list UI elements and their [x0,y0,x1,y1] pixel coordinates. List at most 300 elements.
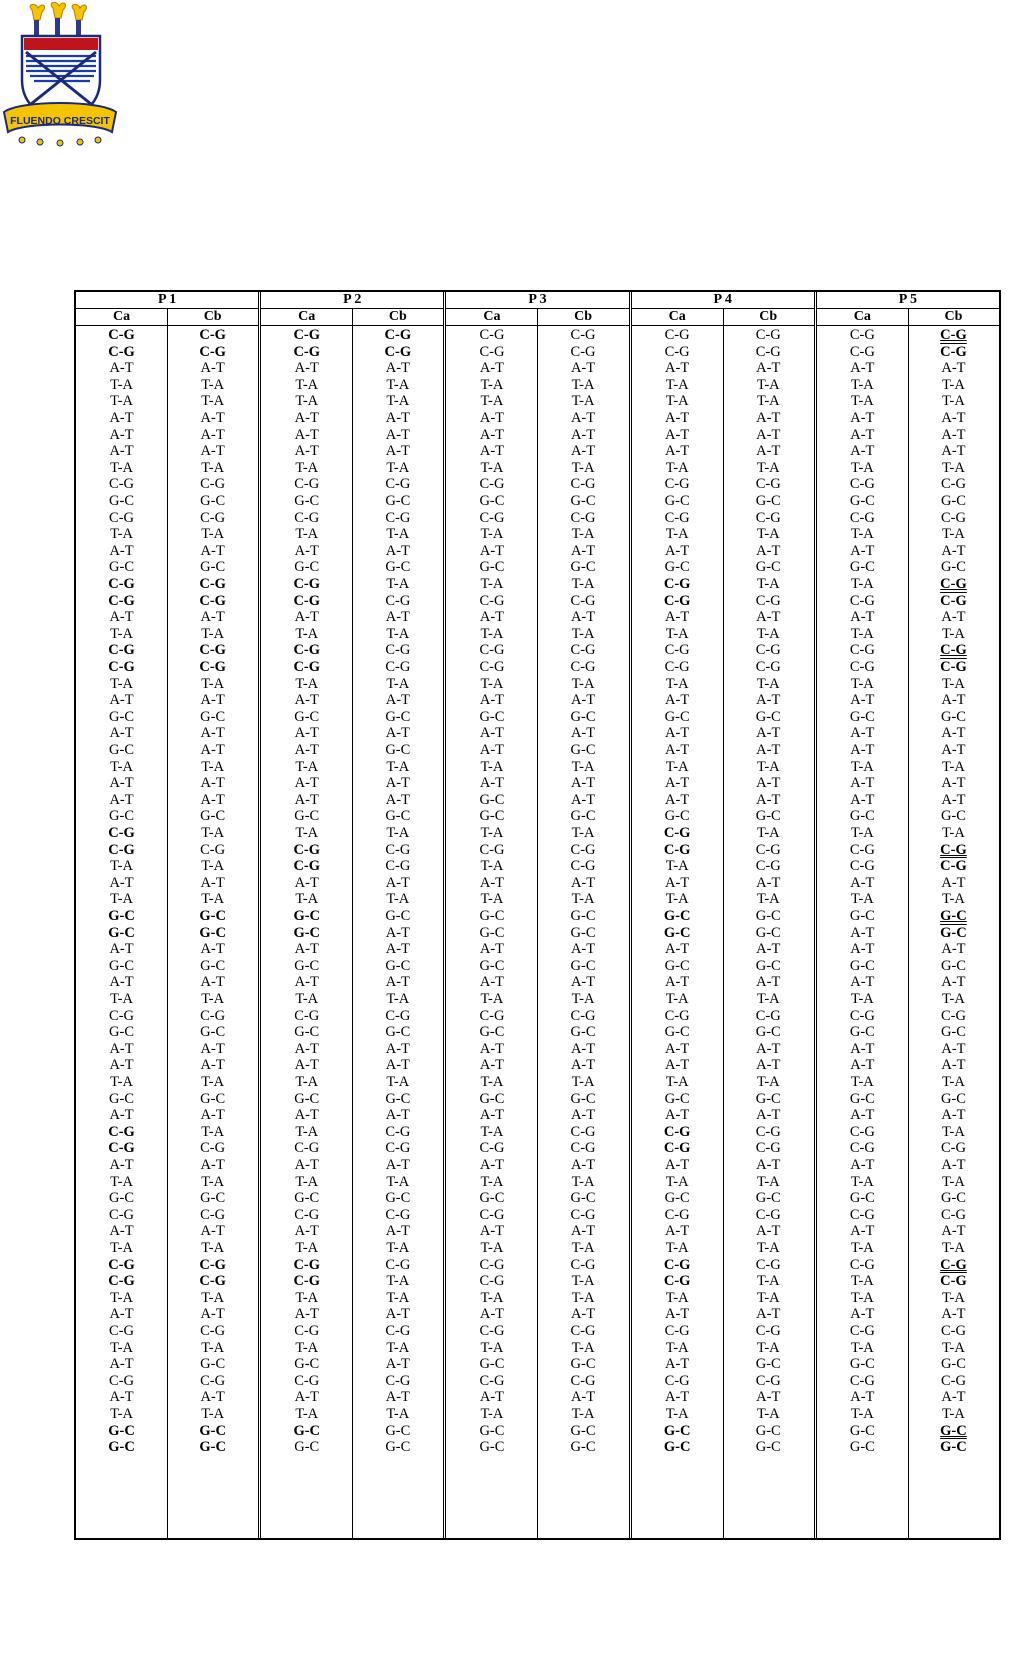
base-pair-cell: C-G [479,343,505,360]
base-pair-cell: C-G [940,1140,966,1157]
base-pair-cell: C-G [200,1007,226,1024]
base-pair-cell: T-A [480,526,504,543]
base-pair-cell: T-A [756,1173,780,1190]
base-pair-cell: A-T [109,874,134,891]
base-pair-cell: T-A [756,625,780,642]
base-pair-cell: A-T [850,1306,875,1323]
base-pair-cell: A-T [479,725,505,742]
column-header: Cb [167,309,258,326]
base-pair-cell: T-A [571,625,595,642]
base-pair-cell: C-G [479,1256,505,1273]
base-pair-cell: T-A [201,625,225,642]
base-pair-cell: C-G [570,343,596,360]
base-pair-cell: C-G [755,476,781,493]
base-pair-cell: T-A [480,1074,504,1090]
base-pair-cell: T-A [201,376,225,393]
base-pair-cell: G-C [570,493,596,509]
base-pair-cell: C-G [664,343,690,360]
base-pair-cell: A-T [385,725,410,742]
base-pair-cell: C-G [108,327,135,343]
base-pair-cell: C-G [755,642,781,659]
base-pair-cell: T-A [201,858,225,875]
logo-motto: FLUENDO CRESCIT [10,115,110,127]
column-header: Cb [908,309,999,326]
base-pair-cell: T-A [571,576,595,592]
base-pair-cell: T-A [386,376,410,393]
base-pair-cell: T-A [850,526,874,543]
base-pair-cell: A-T [479,941,505,958]
base-pair-cell: A-T [850,775,875,792]
base-pair-cell: A-T [479,1389,505,1406]
base-pair-cell: T-A [850,393,874,410]
base-pair-cell: A-T [570,1389,596,1406]
base-pair-cell: T-A [571,758,595,775]
base-pair-cell: G-C [294,1356,320,1373]
base-pair-cell: A-T [294,1223,319,1240]
base-pair-cell: C-G [755,1323,781,1339]
base-pair-cell: G-C [849,493,875,509]
base-pair-cell: T-A [295,1339,319,1356]
base-pair-cell: A-T [756,974,781,991]
base-pair-cell: G-C [664,957,690,974]
base-pair-cell: G-C [570,1190,596,1207]
base-pair-cell: A-T [941,542,966,559]
base-pair-cell: A-T [109,692,134,709]
base-pair-cell: A-T [850,725,875,742]
base-pair-cell: C-G [479,1372,505,1389]
base-pair-cell: A-T [109,974,134,991]
base-pair-cell: C-G [294,509,320,526]
column-divider [167,309,168,1538]
base-pair-cell: T-A [110,1289,133,1306]
base-pair-cell: A-T [941,1057,966,1074]
base-pair-cell: G-C [755,957,781,974]
base-pair-cell: T-A [480,758,504,775]
base-pair-cell: G-C [663,1439,691,1456]
base-pair-cell: C-G [199,659,226,675]
base-pair-cell: G-C [385,1024,411,1041]
panel-p1 [76,292,258,1538]
base-pair-cell: A-T [294,1040,319,1057]
base-pair-cell: T-A [850,1173,874,1190]
base-pair-cell: G-C [199,908,226,924]
base-pair-cell: C-G [479,1273,505,1290]
base-pair-cell: T-A [571,376,595,393]
base-pair-cell: C-G [755,1256,781,1273]
base-pair-cell: C-G [479,1206,505,1223]
base-pair-cell: A-T [479,360,505,377]
base-pair-cell: T-A [386,991,410,1007]
base-pair-cell: C-G [664,509,690,526]
base-pair-cell: C-G [199,642,226,659]
base-pair-cell: C-G [663,592,691,609]
base-pair-cell: T-A [850,1339,874,1356]
base-pair-cell: G-C [200,1356,226,1373]
base-pair-cell: G-C [570,808,596,825]
base-pair-cell: A-T [385,775,410,792]
base-pair-cell: A-T [385,1389,410,1406]
base-pair-cell: T-A [110,1074,133,1090]
base-pair-cell: A-T [479,426,505,443]
base-pair-cell: T-A [756,459,780,476]
base-pair-cell: C-G [108,825,135,841]
base-pair-cell: A-T [385,1356,410,1373]
base-pair-cell: T-A [110,526,133,543]
base-pair-cell: A-T [941,443,966,460]
base-pair-cell: T-A [665,758,689,775]
base-pair-cell: A-T [294,542,319,559]
base-pair-cell: T-A [665,393,689,410]
base-pair-cell: A-T [200,974,225,991]
base-pair-cell: C-G [200,841,226,858]
base-pair-cell: C-G [570,1323,596,1339]
base-pair-cell: A-T [200,426,225,443]
base-pair-cell: C-G [940,642,967,659]
panel-title: P 1 [76,292,258,309]
base-pair-cell: T-A [480,891,504,908]
base-pair-cell: C-G [663,1273,691,1290]
base-pair-cell: C-G [570,1256,596,1273]
base-pair-cell: G-C [940,924,967,941]
base-pair-cell: A-T [200,609,225,626]
base-pair-cell: C-G [940,858,967,875]
base-pair-cell: C-G [109,509,135,526]
base-pair-cell: T-A [942,675,965,692]
base-pair-cell: A-T [941,1107,966,1124]
base-pair-cell: A-T [756,1057,781,1074]
base-pair-cell: T-A [665,891,689,908]
base-pair-cell: C-G [664,1372,690,1389]
base-pair-cell: T-A [850,891,874,908]
base-pair-cell: A-T [385,974,410,991]
base-pair-cell: T-A [942,891,965,908]
base-pair-cell: C-G [849,592,875,609]
base-pair-cell: T-A [386,1339,410,1356]
base-pair-cell: G-C [849,1422,875,1439]
base-pair-cell: T-A [665,376,689,393]
base-pair-cell: G-C [570,708,596,725]
base-pair-cell: T-A [386,825,410,841]
base-pair-cell: T-A [386,758,410,775]
base-pair-cell: G-C [385,559,411,576]
base-pair-cell: A-T [570,692,596,709]
base-pair-cell: C-G [849,1256,875,1273]
base-pair-cell: C-G [755,1007,781,1024]
base-pair-cell: A-T [756,410,781,426]
base-pair-cell: G-C [385,493,411,509]
base-pair-cell: A-T [941,692,966,709]
base-pair-cell: T-A [295,1240,319,1256]
base-pair-cell: T-A [665,858,689,875]
base-pair-cell: G-C [849,708,875,725]
base-pair-cell: G-C [109,1090,135,1107]
base-pair-cell: T-A [665,675,689,692]
base-pair-cell: A-T [850,426,875,443]
base-pair-cell: A-T [570,791,596,808]
base-pair-cell: C-G [479,592,505,609]
base-pair-cell: T-A [201,1289,225,1306]
base-pair-cell: T-A [295,675,319,692]
base-pair-cell: G-C [663,924,691,941]
base-pair-cell: A-T [941,791,966,808]
base-pair-cell: C-G [755,509,781,526]
base-pair-cell: G-C [849,1439,875,1456]
base-pair-cell: T-A [571,526,595,543]
base-pair-cell: G-C [294,957,320,974]
base-pair-cell: C-G [755,659,781,675]
base-pair-cell: A-T [200,1389,225,1406]
base-pair-cell: A-T [941,1157,966,1173]
base-pair-cell: A-T [941,1223,966,1240]
base-pair-cell: T-A [386,459,410,476]
base-pair-cell: T-A [665,1240,689,1256]
base-pair-cell: A-T [941,360,966,377]
column-header: Ca [261,309,352,326]
base-pair-cell: G-C [664,559,690,576]
base-pair-cell: A-T [941,410,966,426]
torch-icon [30,4,44,36]
base-pair-cell: C-G [755,592,781,609]
base-pair-cell: A-T [294,742,319,758]
base-pair-cell: A-T [941,609,966,626]
base-pair-cell: T-A [571,1289,595,1306]
base-pair-cell: G-C [570,908,596,924]
base-pair-cell: G-C [293,908,321,924]
base-pair-cell: A-T [479,974,505,991]
base-pair-cell: C-G [940,1206,966,1223]
base-pair-cell: T-A [942,758,965,775]
base-pair-cell: T-A [850,675,874,692]
base-pair-cell: T-A [480,459,504,476]
base-pair-cell: G-C [479,808,505,825]
base-pair-cell: G-C [570,1422,596,1439]
base-pair-cell: G-C [200,559,226,576]
base-pair-cell: A-T [479,775,505,792]
base-pair-cell: C-G [849,327,875,343]
base-pair-cell: A-T [294,426,319,443]
base-pair-cell: T-A [201,1074,225,1090]
base-pair-cell: G-C [940,1090,966,1107]
base-pair-cell: T-A [665,1339,689,1356]
base-pair-cell: G-C [109,493,135,509]
base-pair-cell: T-A [110,758,133,775]
base-pair-cell: C-G [108,592,135,609]
base-pair-cell: C-G [385,592,411,609]
base-pair-cell: C-G [293,343,321,360]
base-pair-cell: C-G [570,476,596,493]
base-pair-cell: T-A [110,459,133,476]
base-pair-cell: A-T [294,791,319,808]
base-pair-cell: T-A [201,758,225,775]
base-pair-cell: A-T [756,609,781,626]
base-pair-cell: A-T [756,1306,781,1323]
base-pair-cell: T-A [850,576,874,592]
base-pair-cell: G-C [199,1422,226,1439]
sequence-table [74,290,1001,1540]
base-pair-cell: G-C [940,1190,966,1207]
base-pair-cell: T-A [295,1406,319,1422]
base-pair-cell: C-G [570,1372,596,1389]
base-pair-cell: C-G [108,1256,135,1273]
base-pair-cell: T-A [110,393,133,410]
base-pair-cell: A-T [479,1040,505,1057]
base-pair-cell: A-T [941,1389,966,1406]
base-pair-cell: A-T [200,1057,225,1074]
base-pair-cell: G-C [385,957,411,974]
base-pair-cell: C-G [940,1256,967,1273]
base-pair-cell: T-A [201,1123,225,1140]
base-pair-cell: G-C [940,708,966,725]
base-pair-cell: A-T [756,1107,781,1124]
base-pair-cell: G-C [663,908,691,924]
base-pair-cell: G-C [108,924,135,941]
base-pair-cell: T-A [480,1240,504,1256]
base-pair-cell: T-A [942,1074,965,1090]
base-pair-cell: C-G [385,1140,411,1157]
base-pair-cell: T-A [571,1074,595,1090]
base-pair-cell: G-C [755,908,781,924]
base-pair-cell: C-G [940,509,966,526]
base-pair-cell: T-A [386,1273,410,1290]
base-pair-cell: G-C [479,559,505,576]
base-pair-cell: C-G [940,1372,966,1389]
base-pair-cell: C-G [570,858,596,875]
base-pair-cell: T-A [850,825,874,841]
base-pair-cell: C-G [663,841,691,858]
base-pair-cell: A-T [665,1040,690,1057]
base-pair-cell: C-G [940,327,967,343]
base-pair-cell: A-T [850,974,875,991]
base-pair-cell: C-G [849,509,875,526]
base-pair-cell: A-T [570,360,596,377]
base-pair-cell: C-G [108,1123,135,1140]
base-pair-cell: C-G [849,858,875,875]
base-pair-cell: A-T [109,1157,134,1173]
base-pair-cell: T-A [386,526,410,543]
base-pair-cell: A-T [200,360,225,377]
base-pair-cell: G-C [664,493,690,509]
base-pair-cell: C-G [664,659,690,675]
base-pair-cell: T-A [295,991,319,1007]
base-pair-cell: A-T [294,1157,319,1173]
base-pair-cell: T-A [386,576,410,592]
base-pair-cell: C-G [755,1123,781,1140]
base-pair-cell: A-T [109,1107,134,1124]
base-pair-cell: T-A [110,675,133,692]
base-pair-cell: A-T [850,1040,875,1057]
base-pair-cell: A-T [109,443,134,460]
base-pair-cell: C-G [199,343,226,360]
base-pair-cell: T-A [386,1240,410,1256]
base-pair-cell: G-C [755,1356,781,1373]
base-pair-cell: T-A [480,376,504,393]
base-pair-cell: A-T [294,692,319,709]
base-pair-cell: C-G [570,327,596,343]
base-pair-cell: T-A [110,1173,133,1190]
base-pair-cell: G-C [664,808,690,825]
column-divider [908,309,909,1538]
base-pair-cell: C-G [109,1323,135,1339]
base-pair-cell: G-C [294,559,320,576]
base-pair-cell: A-T [570,1306,596,1323]
base-pair-cell: C-G [570,642,596,659]
base-pair-cell: A-T [109,426,134,443]
base-pair-cell: G-C [940,1439,967,1456]
base-pair-cell: G-C [200,1190,226,1207]
base-pair-cell: C-G [479,1140,505,1157]
base-pair-cell: A-T [665,426,690,443]
base-pair-cell: A-T [665,791,690,808]
base-pair-cell: G-C [294,708,320,725]
base-pair-cell: G-C [570,559,596,576]
base-pair-cell: C-G [385,1256,411,1273]
base-pair-cell: A-T [665,1107,690,1124]
base-pair-cell: C-G [385,659,411,675]
base-pair-cell: T-A [386,625,410,642]
base-pair-cell: T-A [665,991,689,1007]
base-pair-cell: G-C [479,1090,505,1107]
base-pair-cell: C-G [940,576,967,592]
base-pair-cell: A-T [109,1223,134,1240]
base-pair-cell: G-C [294,1439,320,1456]
base-pair-cell: A-T [756,692,781,709]
base-pair-cell: A-T [756,360,781,377]
base-pair-cell: G-C [200,957,226,974]
base-pair-cell: T-A [942,1339,965,1356]
base-pair-cell: G-C [109,808,135,825]
base-pair-cell: T-A [110,1406,133,1422]
base-pair-cell: C-G [293,1256,321,1273]
base-pair-cell: T-A [386,675,410,692]
base-pair-cell: A-T [570,1157,596,1173]
base-pair-cell: T-A [386,1173,410,1190]
base-pair-cell: C-G [293,659,321,675]
base-pair-cell: A-T [941,974,966,991]
base-pair-cell: G-C [294,493,320,509]
base-pair-cell: C-G [385,1007,411,1024]
base-pair-cell: T-A [571,1273,595,1290]
base-pair-cell: T-A [571,459,595,476]
base-pair-cell: G-C [385,1422,411,1439]
base-pair-cell: C-G [663,576,691,592]
base-pair-cell: A-T [665,1057,690,1074]
base-pair-cell: C-G [293,858,321,875]
base-pair-cell: A-T [200,742,225,758]
column-header: Cb [537,309,628,326]
torch-icon [51,2,65,36]
base-pair-cell: C-G [199,327,226,343]
base-pair-cell: T-A [201,1173,225,1190]
base-pair-cell: A-T [385,1057,410,1074]
base-pair-cell: A-T [665,410,690,426]
base-pair-cell: C-G [755,1206,781,1223]
base-pair-cell: A-T [479,1057,505,1074]
base-pair-cell: T-A [665,1074,689,1090]
base-pair-cell: G-C [479,924,505,941]
base-pair-cell: G-C [479,493,505,509]
base-pair-cell: C-G [385,509,411,526]
base-pair-cell: A-T [479,1157,505,1173]
base-pair-cell: C-G [199,592,226,609]
base-pair-cell: C-G [755,1140,781,1157]
base-pair-cell: C-G [109,1372,135,1389]
base-pair-cell: A-T [385,941,410,958]
base-pair-cell: C-G [479,327,505,343]
base-pair-cell: C-G [664,1323,690,1339]
base-pair-cell: T-A [756,1289,780,1306]
base-pair-cell: A-T [109,360,134,377]
base-pair-cell: A-T [665,609,690,626]
